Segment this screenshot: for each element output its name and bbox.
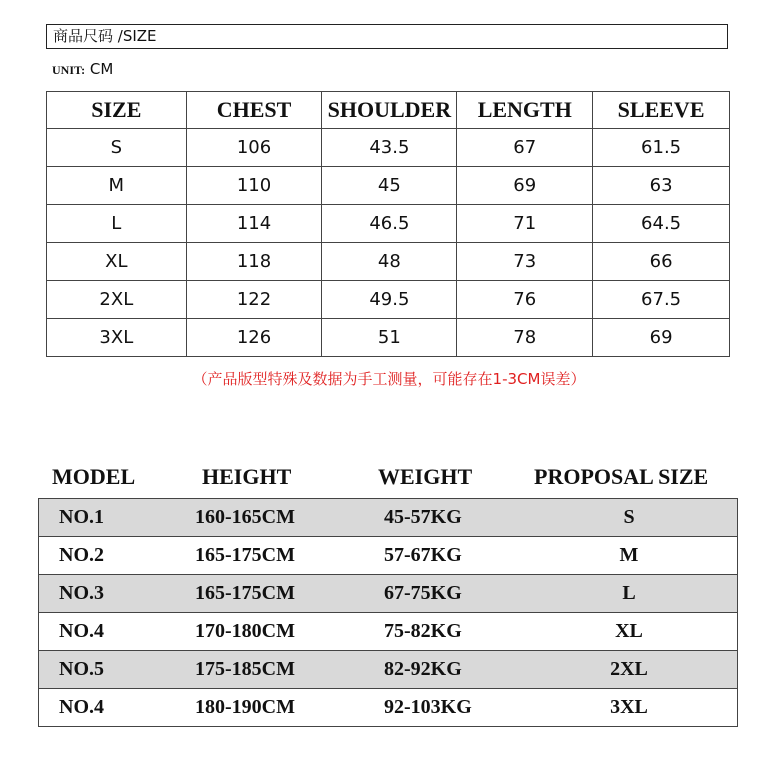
model-row — [38, 498, 738, 537]
size-col-header: SIZE — [47, 92, 187, 129]
table-cell: 69 — [457, 167, 593, 205]
model-cell: 170-180CM — [195, 620, 295, 642]
table-cell: 51 — [322, 319, 457, 357]
weight-col-header: WEIGHT — [378, 464, 473, 489]
table-cell: 45 — [322, 167, 457, 205]
model-cell: 2XL — [610, 658, 648, 680]
table-cell: 106 — [186, 129, 322, 167]
model-cell: 165-175CM — [195, 544, 295, 566]
model-cell: 45-57KG — [384, 506, 462, 528]
shoulder-col-header: SHOULDER — [322, 92, 457, 129]
model-cell: 75-82KG — [384, 620, 462, 642]
page-title: 商品尺码 /SIZE — [46, 24, 728, 49]
sleeve-col-header: SLEEVE — [593, 92, 730, 129]
table-row — [47, 243, 730, 281]
table-cell: 126 — [186, 319, 322, 357]
model-row — [38, 537, 738, 575]
model-cell: 160-165CM — [195, 506, 295, 528]
table-cell: 73 — [457, 243, 593, 281]
size-table-header-row — [47, 92, 730, 129]
model-cell: S — [623, 506, 635, 528]
table-row — [47, 129, 730, 167]
model-cell: XL — [615, 620, 643, 642]
model-col-header: MODEL — [52, 464, 136, 489]
model-cell: 175-185CM — [195, 658, 295, 680]
table-row — [47, 319, 730, 357]
table-row — [47, 281, 730, 319]
model-cell: L — [622, 582, 636, 604]
table-cell: 122 — [186, 281, 322, 319]
proposal-size-col-header: PROPOSAL SIZE — [534, 464, 709, 489]
model-cell: 180-190CM — [195, 696, 295, 718]
model-cell: 92-103KG — [384, 696, 472, 718]
model-cell: NO.5 — [59, 658, 104, 680]
model-cell: 82-92KG — [384, 658, 462, 680]
table-cell: 46.5 — [322, 205, 457, 243]
table-cell: 110 — [186, 167, 322, 205]
table-cell: 48 — [322, 243, 457, 281]
table-cell: 49.5 — [322, 281, 457, 319]
table-cell: 118 — [186, 243, 322, 281]
model-row — [38, 651, 738, 689]
measurement-note: （产品版型特殊及数据为手工测量，可能存在1-3CM误差） — [192, 370, 586, 388]
length-col-header: LENGTH — [457, 92, 593, 129]
model-row — [38, 613, 738, 651]
table-cell: 43.5 — [322, 129, 457, 167]
chest-col-header: CHEST — [186, 92, 322, 129]
unit-label: UNIT: — [52, 63, 86, 77]
model-row — [38, 575, 738, 613]
table-cell: 61.5 — [593, 129, 730, 167]
model-cell: 57-67KG — [384, 544, 462, 566]
unit-line — [52, 60, 113, 78]
model-cell: 3XL — [610, 696, 648, 718]
table-cell: 114 — [186, 205, 322, 243]
model-row — [38, 689, 738, 727]
table-cell: 78 — [457, 319, 593, 357]
height-col-header: HEIGHT — [202, 464, 292, 489]
table-cell: 2XL — [47, 281, 187, 319]
model-cell: NO.1 — [59, 506, 104, 528]
table-cell: 76 — [457, 281, 593, 319]
model-cell: NO.4 — [59, 696, 104, 718]
table-cell: 3XL — [47, 319, 187, 357]
table-cell: 66 — [593, 243, 730, 281]
model-cell: 165-175CM — [195, 582, 295, 604]
table-row — [47, 205, 730, 243]
table-cell: 63 — [593, 167, 730, 205]
table-cell: S — [47, 129, 187, 167]
table-cell: 67 — [457, 129, 593, 167]
table-cell: 69 — [593, 319, 730, 357]
table-cell: 67.5 — [593, 281, 730, 319]
size-table — [46, 91, 730, 357]
model-cell: NO.2 — [59, 544, 104, 566]
model-table-header — [0, 464, 778, 494]
model-table — [38, 498, 738, 727]
table-cell: XL — [47, 243, 187, 281]
model-cell: NO.3 — [59, 582, 104, 604]
model-cell: 67-75KG — [384, 582, 462, 604]
model-cell: NO.4 — [59, 620, 104, 642]
table-row — [47, 167, 730, 205]
table-cell: M — [47, 167, 187, 205]
unit-value: CM — [85, 60, 114, 78]
model-cell: M — [619, 544, 639, 566]
table-cell: L — [47, 205, 187, 243]
table-cell: 71 — [457, 205, 593, 243]
table-cell: 64.5 — [593, 205, 730, 243]
